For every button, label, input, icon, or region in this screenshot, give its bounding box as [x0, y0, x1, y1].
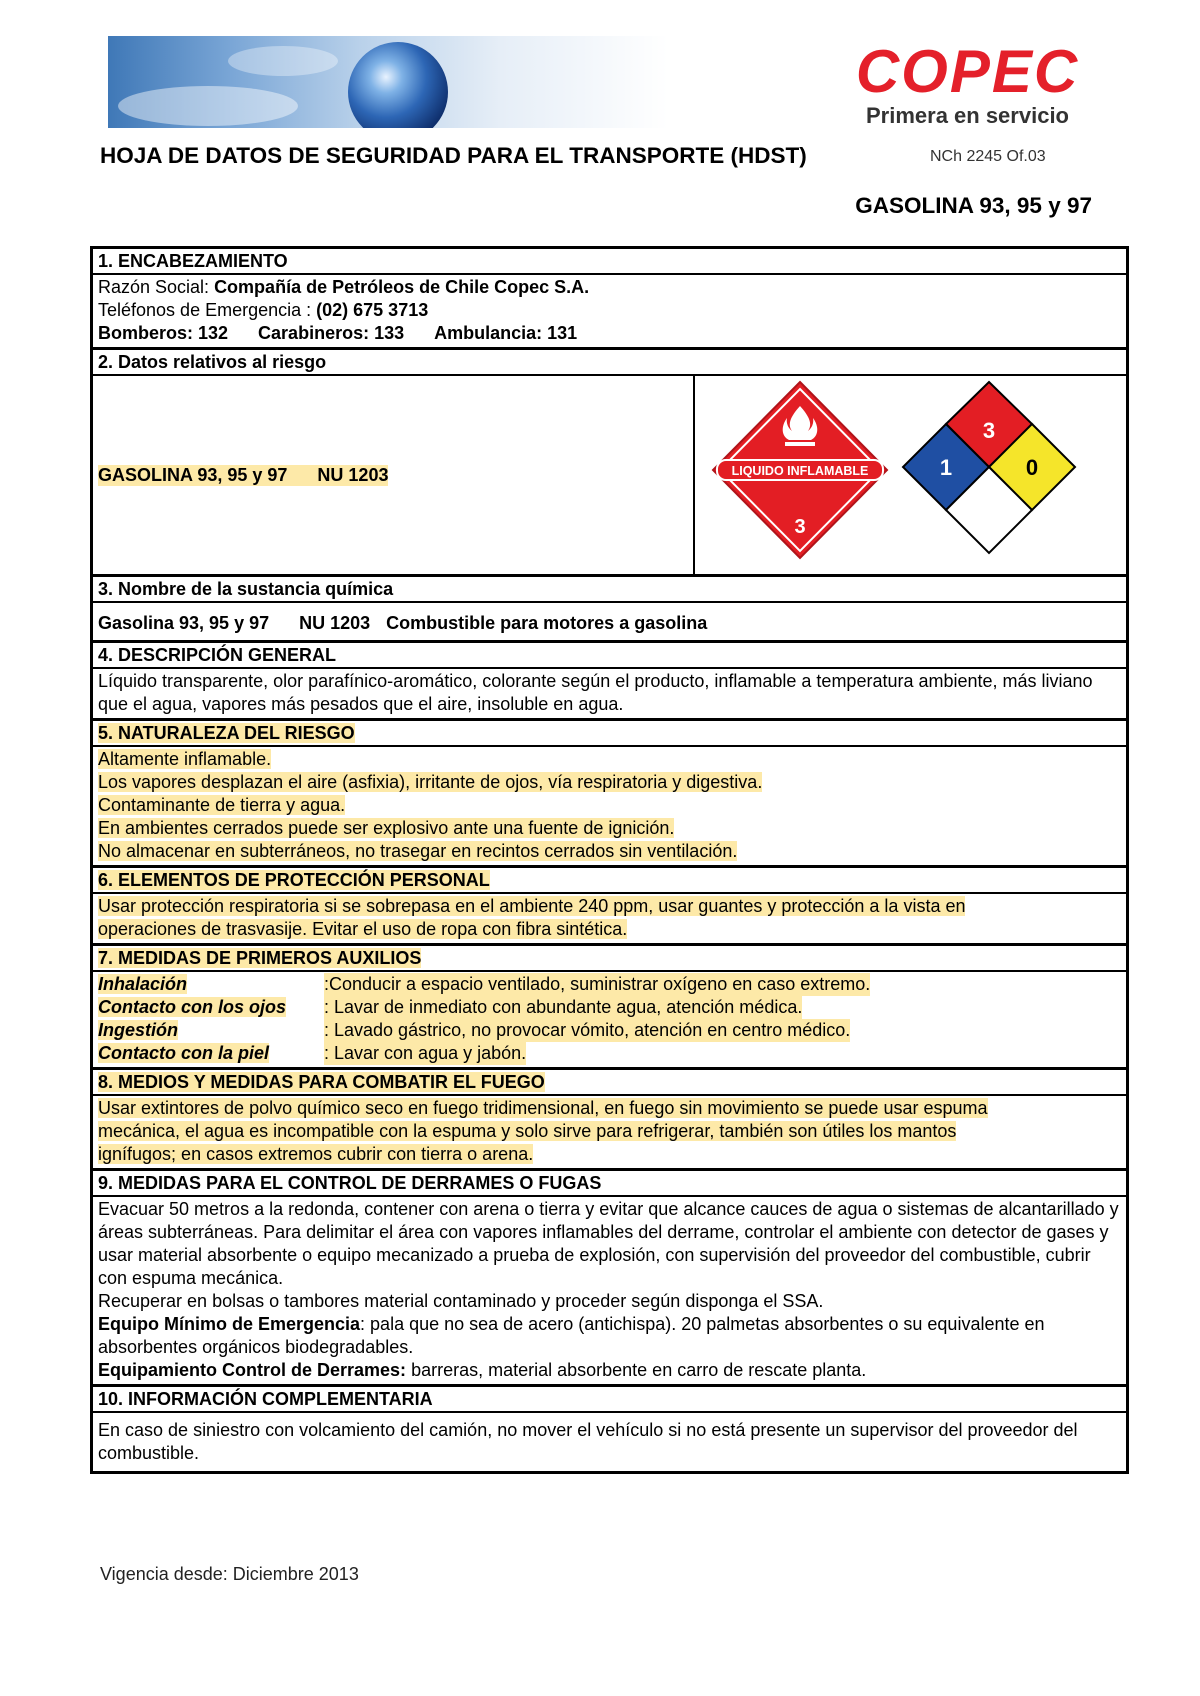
first-aid-label: Ingestión — [98, 1020, 178, 1040]
substance-desc: Combustible para motores a gasolina — [386, 613, 708, 633]
nfpa-diamond — [903, 382, 1075, 553]
section-7-header — [93, 946, 1126, 972]
first-aid-row — [98, 973, 1121, 996]
placard-class: 3 — [794, 516, 806, 538]
section-5-title: 5. NATURALEZA DEL RIESGO — [98, 723, 355, 743]
safety-data-sheet — [90, 246, 1129, 1474]
razon-label: Razón Social: — [98, 277, 215, 297]
flammable-liquid-placard — [713, 382, 887, 558]
section-8-title: 8. MEDIOS Y MEDIDAS PARA COMBATIR EL FUEGO — [98, 1072, 545, 1092]
header-banner-image — [108, 36, 668, 128]
section-9-body — [93, 1197, 1126, 1387]
section-7-body — [93, 972, 1126, 1070]
risk-un-number: NU 1203 — [317, 464, 389, 485]
company-logo — [845, 40, 1090, 130]
first-aid-text: : Lavar de inmediato con abundante agua, atención médica. — [324, 997, 803, 1017]
section-6-body — [93, 894, 1126, 946]
section-4-header: 4. DESCRIPCIÓN GENERAL — [93, 643, 1126, 669]
section-8-header — [93, 1070, 1126, 1096]
product-title: GASOLINA 93, 95 y 97 — [855, 193, 1092, 218]
section-4-body: Líquido transparente, olor parafínico-aromático, colorante según el producto, inflamable a temperatura ambiente, más liviano que el agua, vapores más pesados que el aire, insoluble en agua. — [93, 669, 1126, 721]
substance-un: NU 1203 — [299, 613, 371, 633]
fire-line: mecánica, el agua es incompatible con la espuma y solo sirve para refrigerar, también son útiles los mantos — [98, 1121, 957, 1141]
equipo-label: Equipo Mínimo de Emergencia — [98, 1314, 361, 1334]
cloud-shape — [118, 86, 298, 126]
section-3-body — [93, 603, 1126, 643]
section-3-header: 3. Nombre de la sustancia química — [93, 577, 1126, 603]
telefonos-label: Teléfonos de Emergencia : — [98, 300, 317, 320]
ambulancia-phone: Ambulancia: 131 — [434, 323, 578, 343]
section-5-body — [93, 747, 1126, 868]
ppe-line: Usar protección respiratoria si se sobrepasa en el ambiente 240 ppm, usar guantes y protección a la vista en — [98, 896, 966, 916]
telefonos-value: (02) 675 3713 — [316, 300, 429, 320]
section-5-header — [93, 721, 1126, 747]
fire-line: Usar extintores de polvo químico seco en fuego tridimensional, en fuego sin movimiento se puede usar espuma — [98, 1098, 988, 1118]
fire-line: ignífugos; en casos extremos cubrir con tierra o arena. — [98, 1144, 534, 1164]
substance-name: Gasolina 93, 95 y 97 — [98, 613, 270, 633]
section-1-body — [93, 275, 1126, 350]
nfpa-reactivity-rating: 0 — [1025, 455, 1039, 480]
risk-line: Altamente inflamable. — [98, 749, 272, 769]
equipo-text: : pala que no sea de acero (antichispa). 20 palmetas absorbentes o su equivalente en absorbentes orgánicos biodegradables. — [98, 1314, 1045, 1357]
section-10-body: En caso de siniestro con volcamiento del camión, no mover el vehículo si no está presente un supervisor del proveedor del combustible. — [98, 1420, 1078, 1463]
nfpa-fire-rating: 3 — [982, 418, 996, 443]
cloud-shape — [228, 46, 338, 76]
control-text: barreras, material absorbente en carro de rescate planta. — [406, 1360, 867, 1380]
spill-paragraph: Evacuar 50 metros a la redonda, contener con arena o tierra y evitar que alcance cauces de agua o sistemas de alcantarillado y áreas subterráneas. Para delimitar el área con vapores inflamables del derrame, controlar el ambiente con detector de gases y usar material absorbente o equipo mecanizado a prueba de explosión, con supervisión del proveedor del combustible, cubrir con espuma mecánica. — [98, 1199, 1119, 1288]
carabineros-phone: Carabineros: 133 — [258, 323, 405, 343]
section-1-header: 1. ENCABEZAMIENTO — [93, 249, 1126, 275]
first-aid-label: Inhalación — [98, 974, 188, 994]
placard-label: LIQUIDO INFLAMABLE — [731, 464, 869, 478]
first-aid-label: Contacto con los ojos — [98, 997, 287, 1017]
risk-symbols-cell — [695, 376, 1126, 574]
razon-value: Compañía de Petróleos de Chile Copec S.A. — [214, 277, 590, 297]
section-10-header: 10. INFORMACIÓN COMPLEMENTARIA — [93, 1387, 1126, 1413]
first-aid-text: :Conducir a espacio ventilado, suministrar oxígeno en caso extremo. — [324, 974, 871, 994]
risk-product-cell — [93, 376, 695, 574]
globe-icon — [348, 42, 448, 128]
validity-footer: Vigencia desde: Diciembre 2013 — [100, 1564, 359, 1584]
first-aid-text: : Lavado gástrico, no provocar vómito, atención en centro médico. — [324, 1020, 851, 1040]
section-8-body — [93, 1096, 1126, 1171]
spill-paragraph: Recuperar en bolsas o tambores material contaminado y proceder según disponga el SSA. — [98, 1291, 824, 1311]
risk-product-name: GASOLINA 93, 95 y 97 — [98, 464, 288, 485]
section-9-header: 9. MEDIDAS PARA EL CONTROL DE DERRAMES O FUGAS — [93, 1171, 1126, 1197]
control-label: Equipamiento Control de Derrames: — [98, 1360, 407, 1380]
risk-line: En ambientes cerrados puede ser explosivo ante una fuente de ignición. — [98, 818, 675, 838]
bomberos-phone: Bomberos: 132 — [98, 323, 229, 343]
first-aid-row — [98, 996, 1121, 1019]
logo-tagline: Primera en servicio — [865, 103, 1069, 128]
document-title: HOJA DE DATOS DE SEGURIDAD PARA EL TRANSPORTE (HDST) — [100, 143, 807, 168]
risk-line: No almacenar en subterráneos, no trasegar en recintos cerrados sin ventilación. — [98, 841, 738, 861]
nfpa-health-rating: 1 — [939, 455, 953, 480]
section-7-title: 7. MEDIDAS DE PRIMEROS AUXILIOS — [98, 948, 422, 968]
risk-line: Contaminante de tierra y agua. — [98, 795, 346, 815]
first-aid-row — [98, 1042, 1121, 1065]
norm-code: NCh 2245 Of.03 — [930, 148, 1046, 165]
section-6-title: 6. ELEMENTOS DE PROTECCIÓN PERSONAL — [98, 870, 490, 890]
first-aid-row — [98, 1019, 1121, 1042]
first-aid-label: Contacto con la piel — [98, 1043, 270, 1063]
section-2-header: 2. Datos relativos al riesgo — [93, 350, 1126, 376]
section-6-header — [93, 868, 1126, 894]
section-2-body — [93, 376, 1126, 577]
logo-wordmark: COPEC — [855, 38, 1080, 105]
ppe-line: operaciones de trasvasije. Evitar el uso de ropa con fibra sintética. — [98, 919, 628, 939]
risk-line: Los vapores desplazan el aire (asfixia), irritante de ojos, vía respiratoria y digestiva. — [98, 772, 763, 792]
first-aid-text: : Lavar con agua y jabón. — [324, 1043, 527, 1063]
